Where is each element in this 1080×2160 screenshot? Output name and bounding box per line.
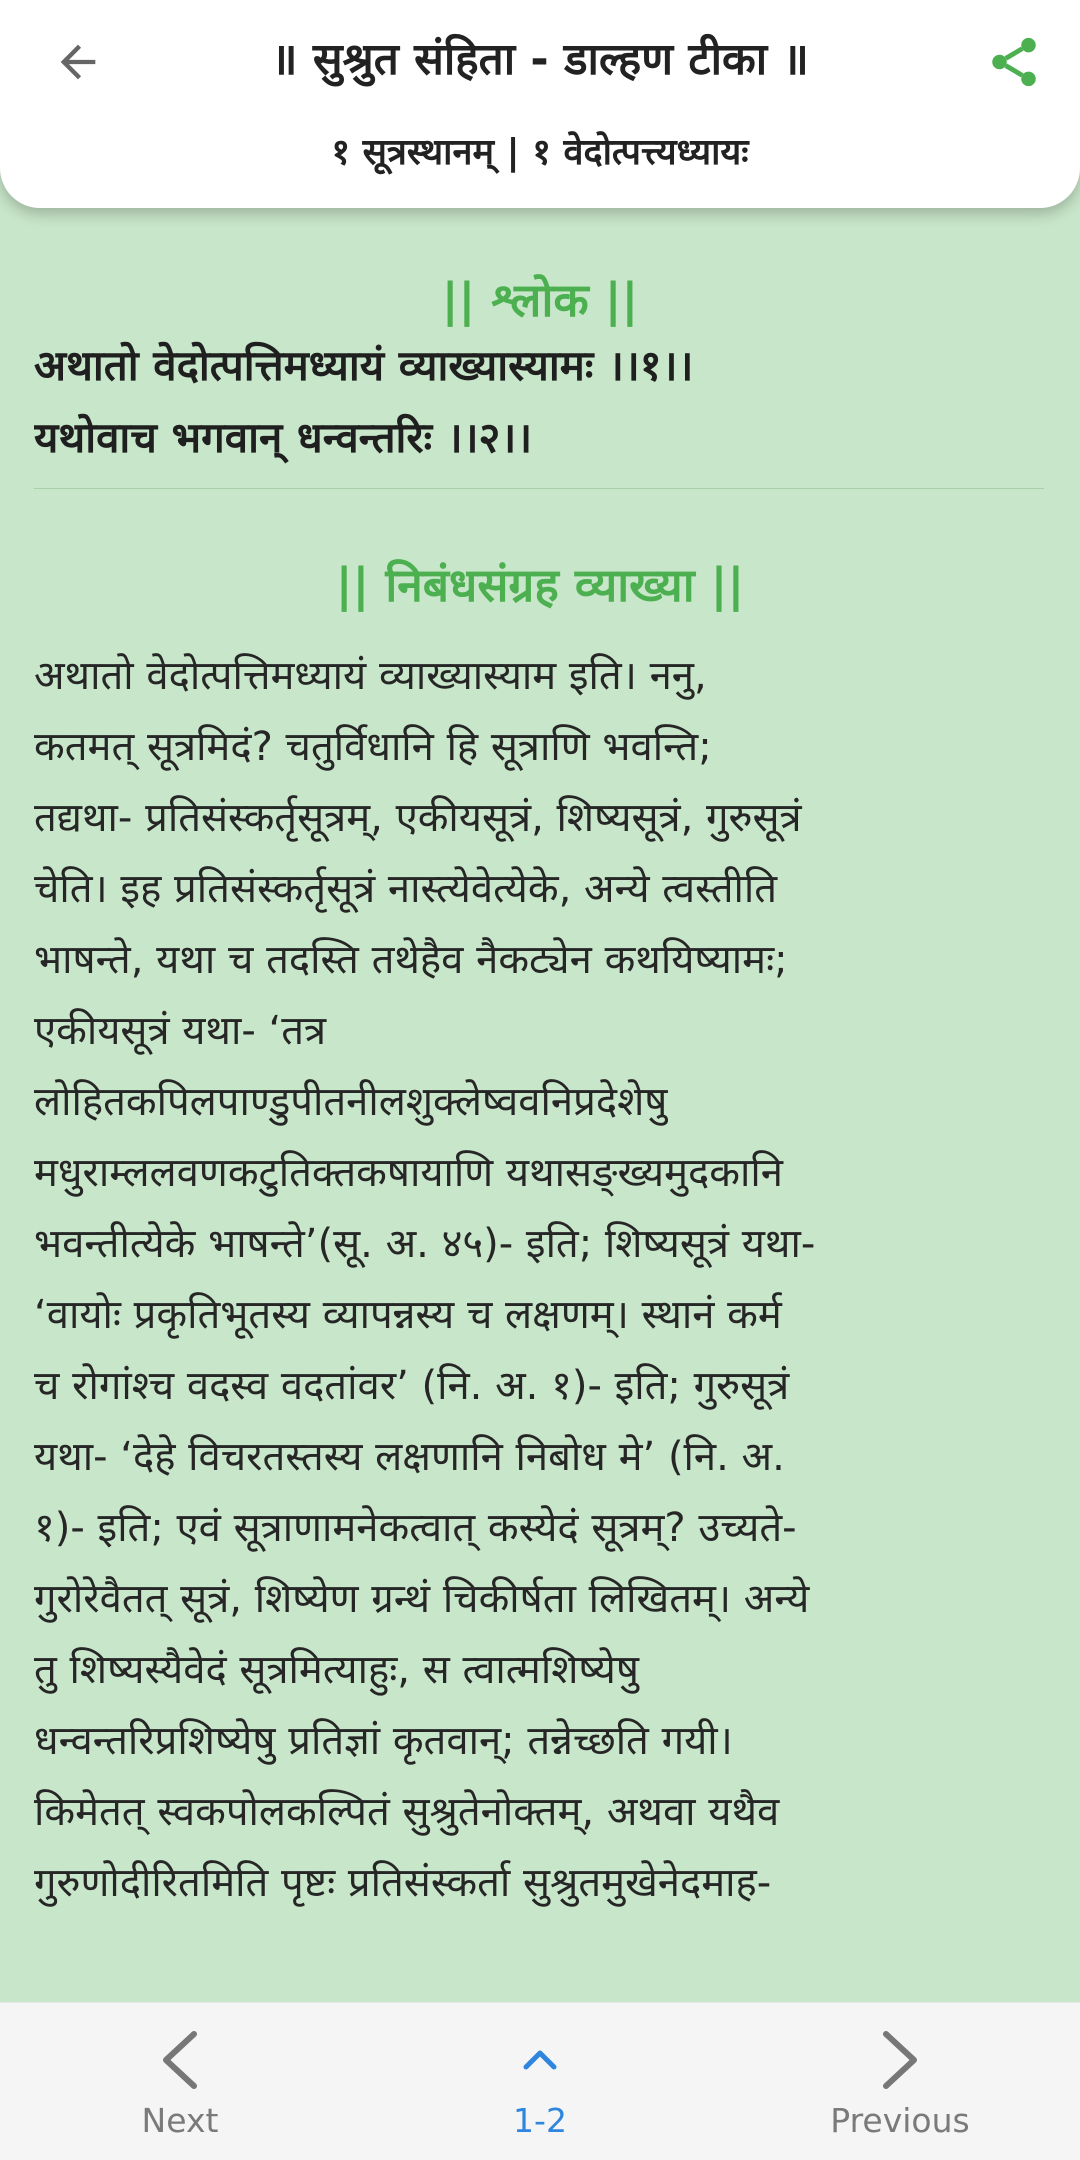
- shloka-line: अथातो वेदोत्पत्तिमध्यायं व्याख्यास्यामः ।।१।।: [34, 341, 694, 390]
- commentary-line: तु शिष्यस्यैवेदं सूत्रमित्याहुः, स त्वात्मशिष्येषु: [34, 1647, 639, 1693]
- commentary-line: गुरोरेवैतत् सूत्रं, शिष्येण ग्रन्थं चिकीर्षता लिखितम्। अन्ये: [34, 1576, 810, 1622]
- page-title: ॥ सुश्रुत संहिता - डाल्हण टीका ॥: [271, 34, 809, 85]
- commentary-line: कतमत् सूत्रमिदं? चतुर्विधानि हि सूत्राणि भवन्ति;: [34, 724, 712, 770]
- commentary-line: यथा- ‘देहे विचरतस्तस्य लक्षणानि निबोध मे’ (नि. अ.: [34, 1434, 785, 1480]
- shloka-heading: || श्लोक ||: [441, 273, 639, 327]
- commentary-line: भाषन्ते, यथा च तदस्ति तथेहैव नैकट्येन कथयिष्यामः;: [34, 937, 788, 983]
- commentary-line: गुरुणोदीरितमिति पृष्टः प्रतिसंस्कर्ता सुश्रुतमुखेनेदमाह-: [34, 1860, 772, 1906]
- share-button[interactable]: [978, 28, 1050, 100]
- commentary-line: चेति। इह प्रतिसंस्कर्तृसूत्रं नास्त्येवेत्येके, अन्ये त्वस्तीति: [34, 866, 778, 912]
- commentary-line: अथातो वेदोत्पत्तिमध्यायं व्याख्यास्याम इति। ननु,: [34, 653, 707, 699]
- share-icon: [985, 33, 1043, 95]
- chevron-left-icon: [158, 2025, 202, 2095]
- chevron-right-icon: [878, 2025, 922, 2095]
- next-label: Next: [141, 2101, 219, 2140]
- app-header: [0, 0, 1080, 208]
- next-button[interactable]: [100, 2003, 260, 2160]
- commentary-line: लोहितकपिलपाण्डुपीतनीलशुक्लेष्ववनिप्रदेशेषु: [34, 1079, 668, 1125]
- chapter-subtitle: १ सूत्रस्थानम् | १ वेदोत्पत्त्यध्यायः: [331, 132, 749, 173]
- previous-button[interactable]: [800, 2003, 1000, 2160]
- commentary-line: ‘वायोः प्रकृतिभूतस्य व्यापन्नस्य च लक्षणम्। स्थानं कर्म: [34, 1292, 782, 1338]
- section-divider: [34, 488, 1044, 489]
- commentary-line: मधुराम्ललवणकटुतिक्तकषायाणि यथासङ्ख्यमुदकानि: [34, 1150, 783, 1196]
- page-indicator-label: 1-2: [513, 2101, 567, 2140]
- commentary-line: धन्वन्तरिप्रशिष्येषु प्रतिज्ञां कृतवान्; तन्नेच्छति गयी।: [34, 1718, 733, 1764]
- commentary-line: एकीयसूत्रं यथा- ‘तत्र: [34, 1008, 327, 1054]
- reading-content[interactable]: [34, 208, 1046, 2000]
- shloka-line: यथोवाच भगवान् धन्वन्तरिः ।।२।।: [34, 413, 533, 462]
- back-button[interactable]: [42, 28, 114, 100]
- page-indicator-button[interactable]: [460, 2003, 620, 2160]
- commentary-line: १)- इति; एवं सूत्राणामनेकत्वात् कस्येदं सूत्रम्? उच्यते-: [34, 1505, 797, 1551]
- chevron-up-icon: [520, 2025, 560, 2095]
- commentary-line: च रोगांश्च वदस्व वदतांवर’ (नि. अ. १)- इति; गुरुसूत्रं: [34, 1363, 790, 1409]
- bottom-navigation: [0, 2002, 1080, 2160]
- commentary-line: भवन्तीत्येके भाषन्ते’(सू. अ. ४५)- इति; शिष्यसूत्रं यथा-: [34, 1221, 816, 1267]
- commentary-heading: || निबंधसंग्रह व्याख्या ||: [335, 558, 745, 612]
- commentary-text: [34, 641, 1046, 1919]
- commentary-line: तद्यथा- प्रतिसंस्कर्तृसूत्रम्, एकीयसूत्रं, शिष्यसूत्रं, गुरुसूत्रं: [34, 795, 802, 841]
- previous-label: Previous: [830, 2101, 970, 2140]
- commentary-line: किमेतत् स्वकपोलकल्पितं सुश्रुतेनोक्तम्, अथवा यथैव: [34, 1789, 780, 1835]
- arrow-left-icon: [52, 36, 104, 92]
